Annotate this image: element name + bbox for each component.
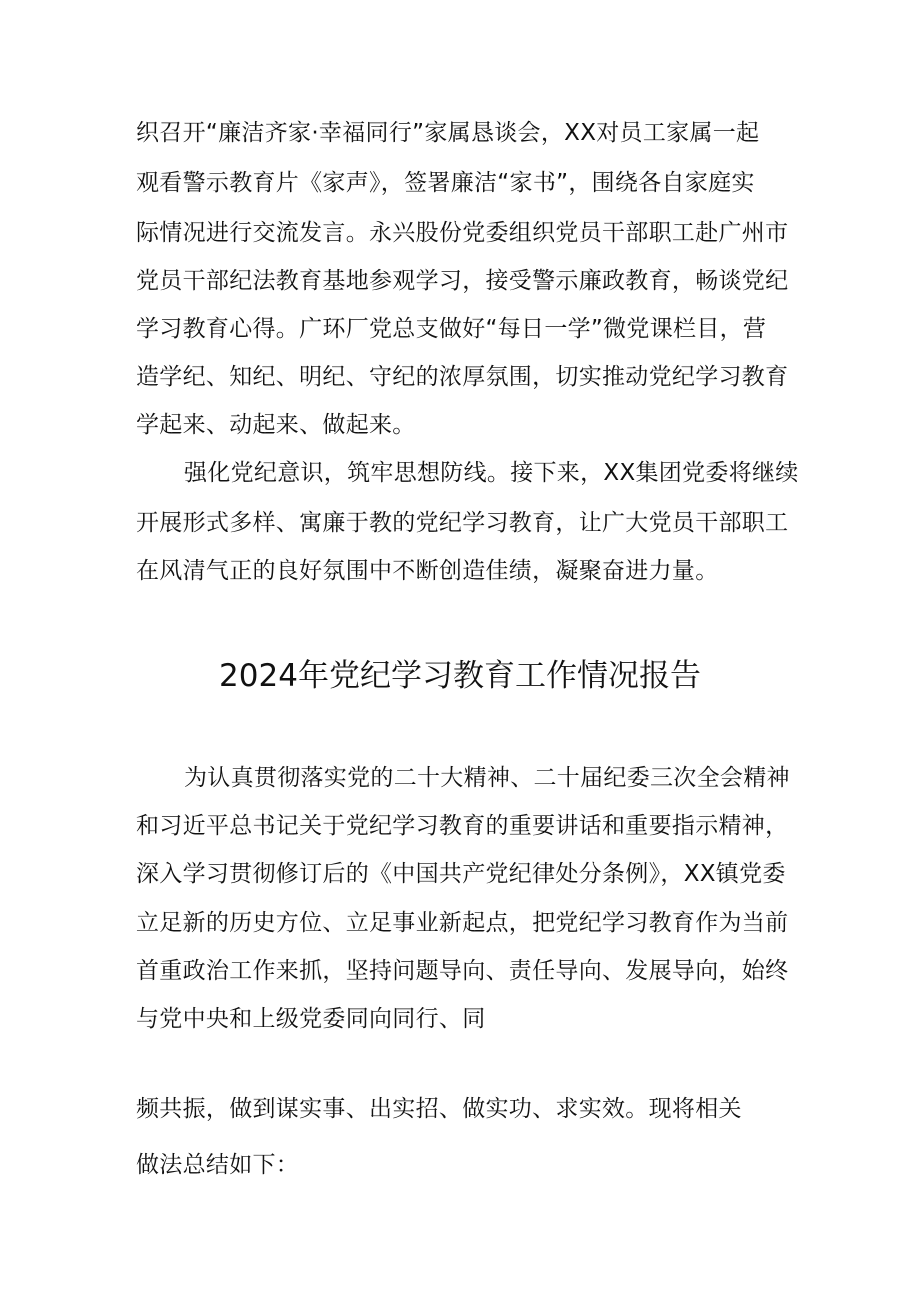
paragraph-line: 造学纪、知纪、明纪、守纪的浓厚氛围，切实推动党纪学习教育	[136, 364, 789, 390]
paragraph-line: 党员干部纪法教育基地参观学习，接受警示廉政教育，畅谈党纪	[136, 268, 789, 294]
paragraph-line: 与党中央和上级党委同向同行、同	[136, 1006, 486, 1032]
paragraph-line: 学习教育心得。广环厂党总支做好“每日一学”微党课栏目，营	[136, 316, 767, 342]
paragraph-line: 频共振，做到谋实事、出实招、做实功、求实效。现将相关	[136, 1096, 742, 1122]
paragraph-line: 做法总结如下：	[136, 1152, 300, 1178]
paragraph-line: 观看警示教育片《家声》，签署廉洁“家书”，围绕各自家庭实	[136, 170, 755, 196]
paragraph-line: 深入学习贯彻修订后的《中国共产党纪律处分条例》，XX镇党委	[136, 861, 786, 887]
paragraph-line: 织召开“廉洁齐家·幸福同行”家属恳谈会，XX对员工家属一起	[136, 120, 760, 146]
document-title: 2024年党纪学习教育工作情况报告	[219, 658, 701, 694]
paragraph-line: 在风清气正的良好氛围中不断创造佳绩，凝聚奋进力量。	[136, 558, 719, 584]
paragraph-line: 首重政治工作来抓，坚持问题导向、责任导向、发展导向，始终	[136, 958, 789, 984]
paragraph-line: 和习近平总书记关于党纪学习教育的重要讲话和重要指示精神，	[136, 813, 789, 839]
paragraph-line: 开展形式多样、寓廉于教的党纪学习教育，让广大党员干部职工	[136, 510, 789, 536]
paragraph-line: 际情况进行交流发言。永兴股份党委组织党员干部职工赴广州市	[136, 220, 789, 246]
paragraph-line: 为认真贯彻落实党的二十大精神、二十届纪委三次全会精神	[184, 765, 790, 791]
paragraph-line: 立足新的历史方位、立足事业新起点，把党纪学习教育作为当前	[136, 910, 789, 936]
paragraph-line: 强化党纪意识，筑牢思想防线。接下来，XX集团党委将继续	[184, 460, 799, 486]
paragraph-line: 学起来、动起来、做起来。	[136, 412, 416, 438]
